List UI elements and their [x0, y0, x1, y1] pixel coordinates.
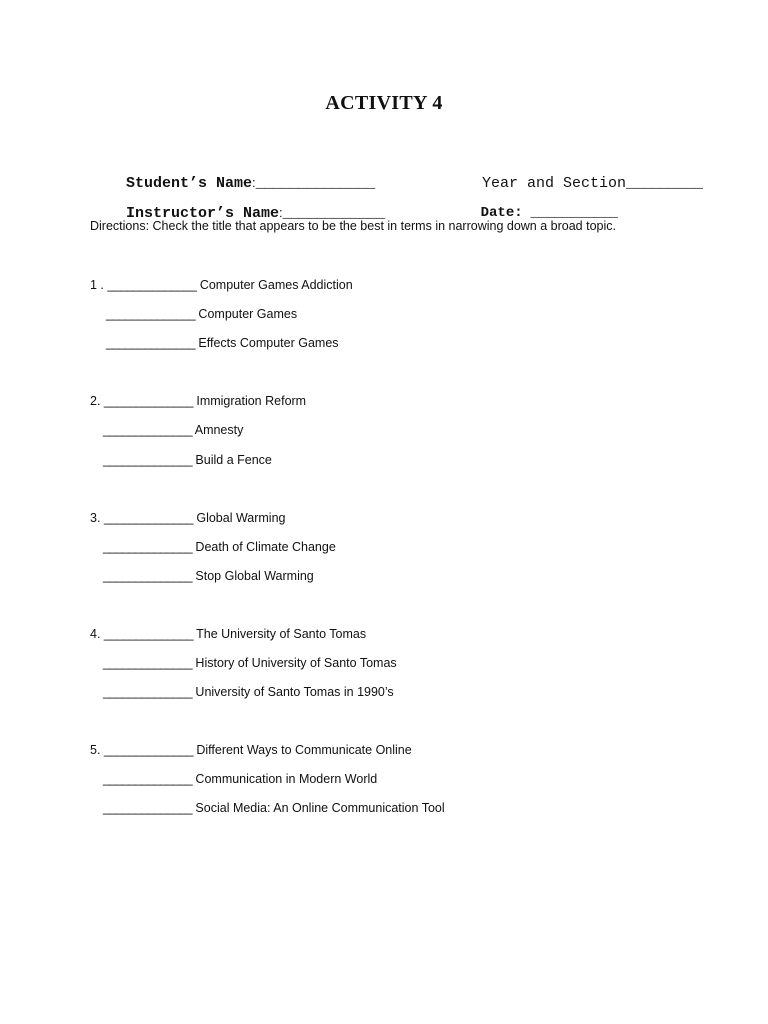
answer-blank[interactable]: ______________: [103, 627, 193, 641]
question-5-number: 5.: [90, 743, 101, 757]
option-label: Global Warming: [196, 511, 286, 525]
answer-blank[interactable]: ______________: [103, 801, 192, 815]
answer-blank[interactable]: ______________: [103, 743, 193, 757]
question-4-option-3[interactable]: [103, 685, 394, 699]
question-2-option-1[interactable]: [90, 394, 306, 408]
answer-blank[interactable]: ______________: [103, 569, 192, 583]
question-1-option-2[interactable]: [106, 307, 297, 321]
year-section-blank[interactable]: _________: [626, 175, 703, 192]
question-4-option-2[interactable]: [103, 656, 397, 670]
option-label: University of Santo Tomas in 1990’s: [195, 685, 394, 699]
question-3-option-2[interactable]: [103, 540, 336, 554]
option-label: Immigration Reform: [196, 394, 307, 408]
date-label: Date:: [480, 205, 523, 221]
option-label: The University of Santo Tomas: [196, 627, 367, 641]
answer-blank[interactable]: ______________: [106, 336, 195, 350]
question-5-option-2[interactable]: [103, 772, 377, 786]
question-4-option-1[interactable]: [90, 627, 366, 641]
instructor-name-blank[interactable]: ____________: [282, 205, 385, 222]
answer-blank[interactable]: ______________: [103, 540, 192, 554]
answer-blank[interactable]: ______________: [103, 772, 192, 786]
student-name-colon: :: [252, 175, 256, 190]
instructor-name-colon: :: [279, 205, 283, 220]
student-name-label: Student’s Name: [126, 175, 253, 192]
question-1-number: 1 .: [90, 278, 104, 292]
option-label: Social Media: An Online Communication Tool: [195, 801, 445, 815]
question-3-option-1[interactable]: [90, 511, 286, 525]
question-2-option-2[interactable]: [103, 423, 243, 437]
option-label: Effects Computer Games: [198, 336, 339, 350]
question-2-number: 2.: [90, 394, 101, 408]
option-label: Computer Games Addiction: [199, 278, 353, 292]
question-3-option-3[interactable]: [103, 569, 314, 583]
answer-blank[interactable]: ______________: [103, 453, 192, 467]
option-label: Stop Global Warming: [195, 569, 314, 583]
option-label: Communication in Modern World: [195, 772, 378, 786]
answer-blank[interactable]: ______________: [103, 685, 192, 699]
option-label: History of University of Santo Tomas: [195, 656, 397, 670]
option-label: Build a Fence: [195, 453, 272, 467]
answer-blank[interactable]: ______________: [103, 423, 192, 437]
year-section-label: Year and Section: [482, 175, 627, 192]
date-blank[interactable]: ___________: [522, 205, 618, 221]
option-label: Computer Games: [198, 307, 298, 321]
page-title: ACTIVITY 4: [325, 92, 443, 114]
option-label: Death of Climate Change: [195, 540, 336, 554]
question-1-option-1[interactable]: [90, 278, 353, 292]
question-5-option-3[interactable]: [103, 801, 445, 815]
question-3-number: 3.: [90, 511, 101, 525]
student-name-blank[interactable]: ______________: [255, 175, 375, 192]
question-1-option-3[interactable]: [106, 336, 339, 350]
instructor-name-label: Instructor’s Name: [126, 205, 280, 222]
question-2-option-3[interactable]: [103, 453, 272, 467]
question-5-option-1[interactable]: [90, 743, 412, 757]
option-label: Different Ways to Communicate Online: [196, 743, 412, 757]
answer-blank[interactable]: ______________: [103, 656, 192, 670]
option-label: Amnesty: [194, 423, 244, 437]
answer-blank[interactable]: ______________: [103, 511, 193, 525]
answer-blank[interactable]: ______________: [107, 278, 197, 292]
question-4-number: 4.: [90, 627, 101, 641]
answer-blank[interactable]: ______________: [106, 307, 195, 321]
answer-blank[interactable]: ______________: [103, 394, 193, 408]
directions-text: Directions: Check the title that appears to be the best in terms in narrowing down a broad topic.: [90, 219, 616, 233]
